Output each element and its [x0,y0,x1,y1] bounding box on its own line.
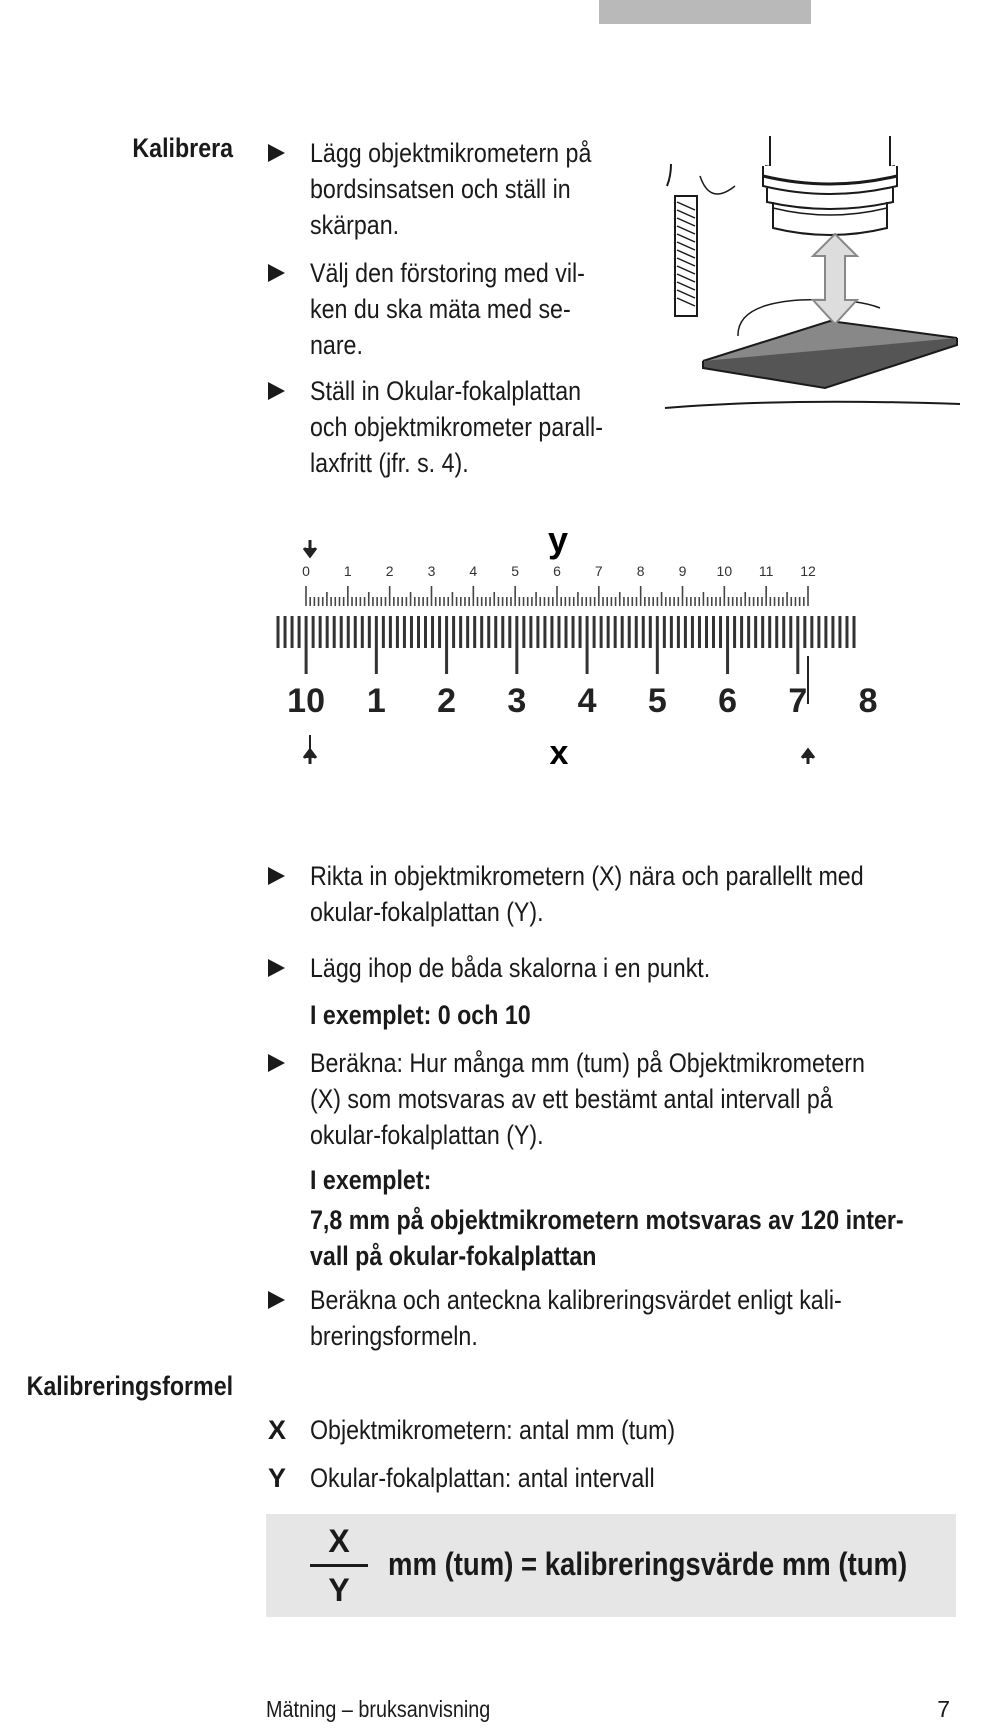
y-scale-number: 9 [678,563,687,579]
y-scale-number: 6 [553,563,561,579]
bullet-triangle-icon [268,144,285,162]
footer-title-text: Mätning – bruksanvisning [266,1696,491,1722]
y-scale-number: 12 [800,563,816,579]
x-scale-number: 1 [366,682,386,720]
step-1-line-1: Lägg objektmikrometern på [310,138,592,168]
y-scale-number: 5 [511,563,520,579]
heading-kalibrera: Kalibrera [132,133,233,163]
step-7-line-1: Beräkna och anteckna kalibreringsvärdet enligt kali- [310,1285,842,1315]
formula-denominator: Y [328,1572,350,1608]
x-scale-number: 3 [507,682,527,720]
fraction-bar [310,1564,368,1567]
y-scale-number: 11 [758,563,774,579]
arrow-up-icon [802,750,814,764]
bullet-triangle-icon [268,264,285,282]
example-2 [310,1162,1000,1274]
x-scale-number: 6 [718,682,738,720]
step-6-line-2: (X) som motsvaras av ett bestämt antal intervall på [310,1084,833,1114]
y-scale-number: 7 [594,563,603,579]
footer-title [266,1695,527,1723]
micrometer-scale-diagram [270,519,878,772]
arrow-up-icon [304,750,316,764]
example-1-text: I exemplet: 0 och 10 [310,1000,531,1030]
y-scale-number: 1 [343,563,352,579]
bullet-triangle-icon [268,1054,285,1072]
step-7-line-2: breringsformeln. [310,1321,478,1351]
bullet-triangle-icon [268,867,285,885]
x-scale-number: 5 [647,682,667,720]
y-scale-number: 8 [636,563,645,579]
page-number: 7 [937,1696,950,1722]
definition-x-text: Objektmikrometern: antal mm (tum) [310,1415,676,1445]
step-3-line-2: och objektmikrometer parall- [310,412,603,442]
definition-y-letter: Y [268,1463,287,1493]
calibration-formula-box [266,1514,956,1617]
example-2-line-1: 7,8 mm på objektmikrometern motsvaras av 120 inter- [310,1205,904,1235]
step-2-line-2: ken du ska mäta med se- [310,294,571,324]
y-scale-label: y [547,519,569,560]
y-scale-number: 2 [385,563,394,579]
step-5-line-1: Lägg ihop de båda skalorna i en punkt. [310,953,711,983]
x-scale-number: 2 [437,682,457,720]
step-4-line-2: okular-fokalplattan (Y). [310,897,544,927]
x-scale-number: 4 [577,682,597,720]
formula-fraction [314,1522,364,1609]
y-scale-number: 4 [469,563,478,579]
bullet-triangle-icon [268,959,285,977]
step-4-line-1: Rikta in objektmikrometern (X) nära och parallellt med [310,861,864,891]
step-3-line-1: Ställ in Okular-fokalplattan [310,376,582,406]
y-scale-number: 0 [302,563,310,579]
x-scale-number: 7 [788,682,808,720]
arrow-down-icon [304,540,316,556]
step-1-line-3: skärpan. [310,210,400,240]
formula-text: mm (tum) = kalibreringsvärde mm (tum) [388,1546,908,1582]
example-2-line-2: vall på okular-fokalplattan [310,1241,597,1271]
step-6-line-1: Beräkna: Hur många mm (tum) på Objektmikrometern [310,1048,865,1078]
chapter-tab [599,0,811,24]
x-scale-label: x [549,734,569,772]
step-2-line-1: Välj den förstoring med vil- [310,258,585,288]
bullet-triangle-icon [268,382,285,400]
example-1 [310,997,567,1033]
step-2-line-3: nare. [310,330,363,360]
step-3-line-3: laxfritt (jfr. s. 4). [310,448,469,478]
x-scale-number: 10 [287,682,326,720]
y-scale-number: 10 [716,563,733,579]
step-1-line-2: bordsinsatsen och ställ in [310,174,571,204]
heading-kalibreringsformel: Kalibreringsformel [26,1371,233,1401]
bullet-triangle-icon [268,1291,285,1309]
microscope-stage-illustration [665,136,960,436]
definition-y-text: Okular-fokalplattan: antal intervall [310,1463,655,1493]
example-2-heading: I exemplet: [310,1165,432,1195]
y-scale-number: 3 [427,563,436,579]
formula-numerator: X [328,1523,350,1559]
definition-x-letter: X [268,1415,287,1445]
step-6-line-3: okular-fokalplattan (Y). [310,1120,544,1150]
x-scale-number: 8 [858,682,878,720]
